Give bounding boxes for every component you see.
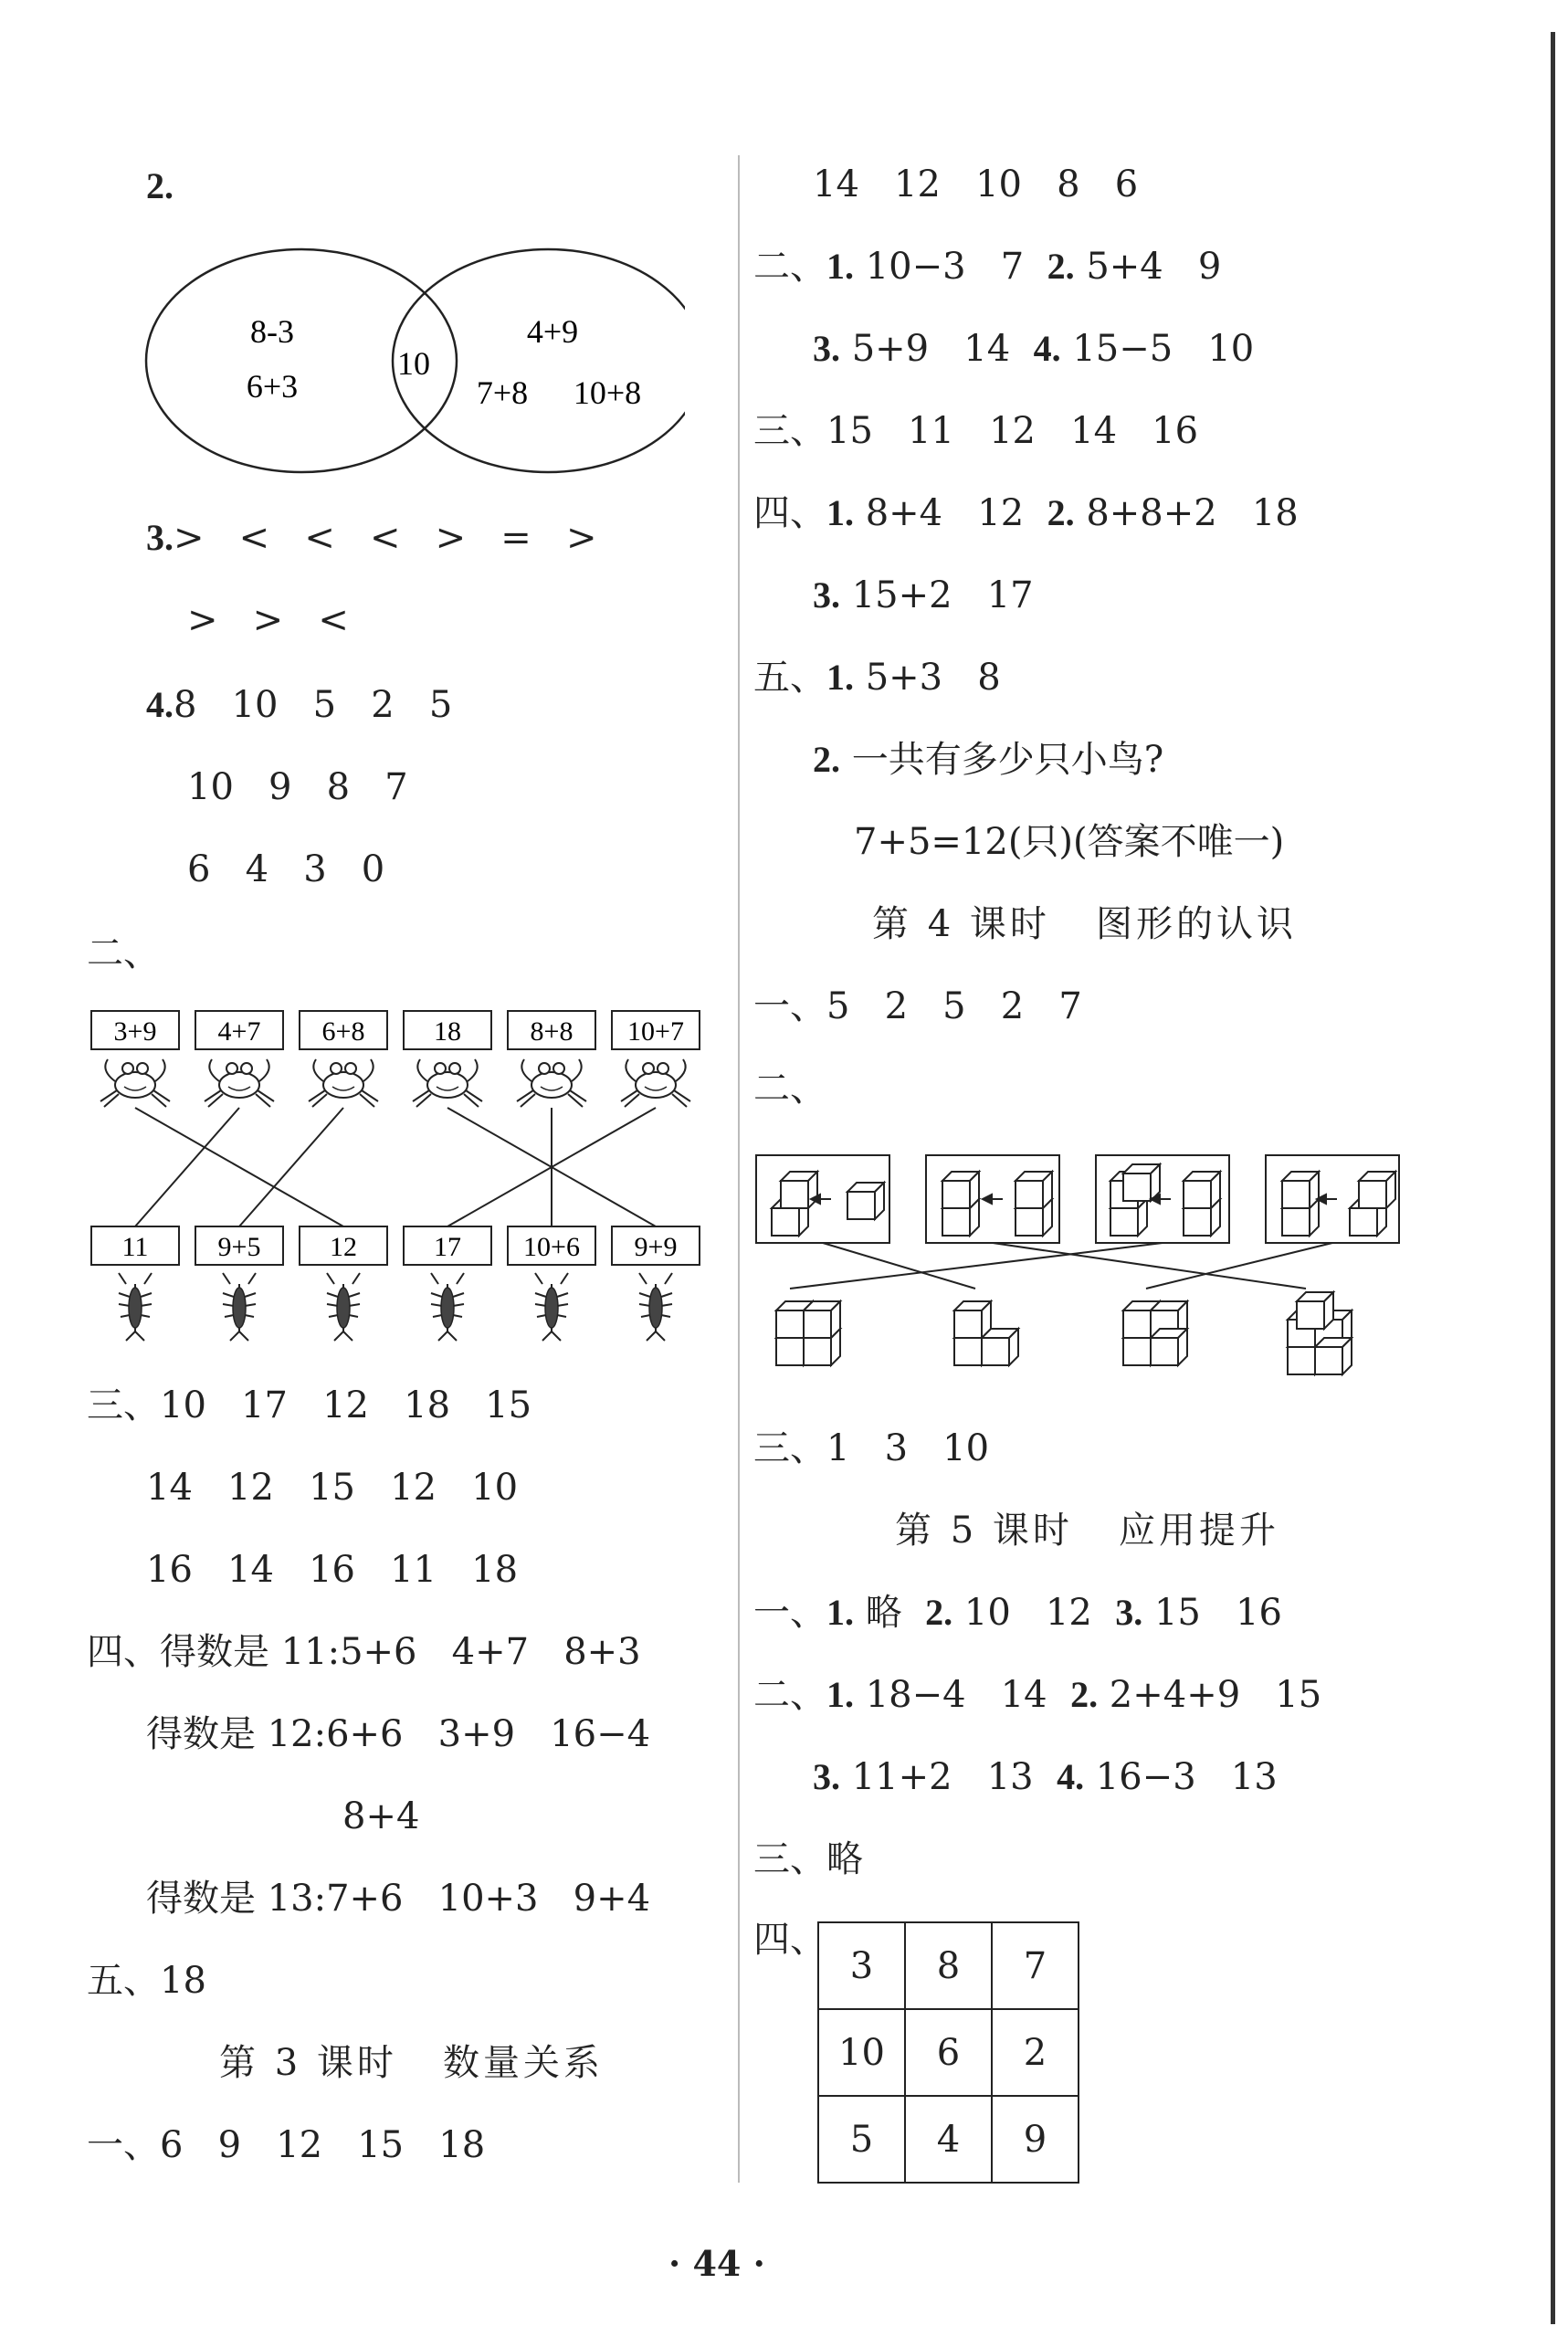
venn-right-2: 10+8 bbox=[573, 374, 642, 411]
column-divider bbox=[738, 155, 740, 2183]
q4-row-2: 10 9 8 7 bbox=[187, 766, 408, 808]
lesson-5-si: 四、 bbox=[753, 1919, 826, 1961]
lesson-4-san: 三、1 3 10 bbox=[753, 1427, 990, 1469]
crab-lobster-matching bbox=[82, 1009, 721, 1347]
page-number: · 44 · bbox=[668, 2243, 765, 2284]
lobster-2: 9+5 bbox=[217, 1232, 261, 1262]
magic-cell: 5 bbox=[818, 2096, 905, 2183]
venn-left-2: 6+3 bbox=[246, 368, 299, 405]
lesson-4-er: 二、 bbox=[753, 1068, 826, 1110]
right-wu-row-1: 五、1. 5+3 8 bbox=[753, 657, 1001, 699]
crab-5: 8+8 bbox=[530, 1016, 574, 1047]
section-si-row-3: 8+4 bbox=[342, 1795, 420, 1837]
lesson-5-er-row-2: 3. 11+2 13 4. 16−3 13 bbox=[813, 1756, 1278, 1798]
section-san-row-2: 14 12 15 12 10 bbox=[146, 1467, 519, 1509]
magic-cell: 3 bbox=[818, 1922, 905, 2009]
q2-label: 2. bbox=[146, 165, 174, 206]
crab-6: 10+7 bbox=[627, 1016, 684, 1047]
lesson-4-title: 第 4 课时 图形的认识 bbox=[872, 903, 1298, 945]
crab-1: 3+9 bbox=[113, 1016, 157, 1047]
q4-row-1: 4.8 10 5 2 5 bbox=[146, 684, 453, 726]
q3-row-1: 3.> < < < > = > bbox=[146, 517, 597, 559]
magic-cell: 2 bbox=[992, 2009, 1079, 2096]
lesson-4-yi: 一、5 2 5 2 7 bbox=[753, 985, 1082, 1027]
lobster-3: 12 bbox=[330, 1232, 357, 1262]
magic-cell: 10 bbox=[818, 2009, 905, 2096]
right-er-row-2: 3. 5+9 14 4. 15−5 10 bbox=[813, 328, 1255, 370]
magic-cell: 9 bbox=[992, 2096, 1079, 2183]
venn-right-top: 4+9 bbox=[526, 313, 579, 350]
lesson-5-er-row-1: 二、1. 18−4 14 2. 2+4+9 15 bbox=[753, 1674, 1322, 1716]
right-san: 三、15 11 12 14 16 bbox=[753, 410, 1199, 452]
crab-4: 18 bbox=[434, 1016, 461, 1047]
q3-row-2: > > < bbox=[187, 599, 349, 641]
section-si-row-1: 四、得数是 11:5+6 4+7 8+3 bbox=[87, 1631, 641, 1673]
section-san-row-3: 16 14 16 11 18 bbox=[146, 1549, 519, 1591]
crab-2: 4+7 bbox=[217, 1016, 261, 1047]
venn-left-1: 8-3 bbox=[250, 313, 294, 350]
section-wu: 五、18 bbox=[87, 1960, 206, 2002]
page-edge-line bbox=[1551, 32, 1555, 2324]
section-er-label: 二、 bbox=[87, 932, 160, 974]
magic-square bbox=[817, 1921, 1079, 2184]
lobster-6: 9+9 bbox=[634, 1232, 678, 1262]
section-si-row-2: 得数是 12:6+6 3+9 16−4 bbox=[146, 1713, 651, 1755]
venn-right-1: 7+8 bbox=[476, 374, 529, 411]
magic-cell: 6 bbox=[905, 2009, 992, 2096]
cube-matching-figure bbox=[749, 1146, 1406, 1384]
lesson-5-san: 三、略 bbox=[753, 1838, 863, 1880]
magic-cell: 8 bbox=[905, 1922, 992, 2009]
lesson-5-yi: 一、1. 略 2. 10 12 3. 15 16 bbox=[753, 1592, 1282, 1634]
lobster-icons-row bbox=[100, 1059, 690, 1341]
magic-cell: 4 bbox=[905, 2096, 992, 2183]
right-wu-row-3: 7+5=12(只)(答案不唯一) bbox=[854, 821, 1285, 863]
right-er-row-1: 二、1. 10−3 7 2. 5+4 9 bbox=[753, 246, 1222, 288]
lesson-5-title: 第 5 课时 应用提升 bbox=[895, 1510, 1280, 1552]
lobster-5: 10+6 bbox=[523, 1232, 580, 1262]
right-row-0: 14 12 10 8 6 bbox=[813, 163, 1139, 205]
lobster-1: 11 bbox=[121, 1232, 149, 1262]
lesson-3-yi: 一、6 9 12 15 18 bbox=[87, 2124, 486, 2166]
venn-middle: 10 bbox=[397, 345, 430, 382]
venn-diagram bbox=[137, 247, 685, 484]
right-si-row-1: 四、1. 8+4 12 2. 8+8+2 18 bbox=[753, 492, 1299, 534]
lesson-3-title: 第 3 课时 数量关系 bbox=[219, 2042, 605, 2084]
section-si-row-4: 得数是 13:7+6 10+3 9+4 bbox=[146, 1878, 651, 1920]
right-wu-row-2: 2. 一共有多少只小鸟? bbox=[813, 739, 1164, 781]
q4-row-3: 6 4 3 0 bbox=[187, 848, 385, 890]
lobster-4: 17 bbox=[434, 1232, 461, 1262]
section-san-row-1: 三、10 17 12 18 15 bbox=[87, 1384, 532, 1426]
magic-cell: 7 bbox=[992, 1922, 1079, 2009]
right-si-row-2: 3. 15+2 17 bbox=[813, 574, 1034, 616]
crab-3: 6+8 bbox=[321, 1016, 365, 1047]
